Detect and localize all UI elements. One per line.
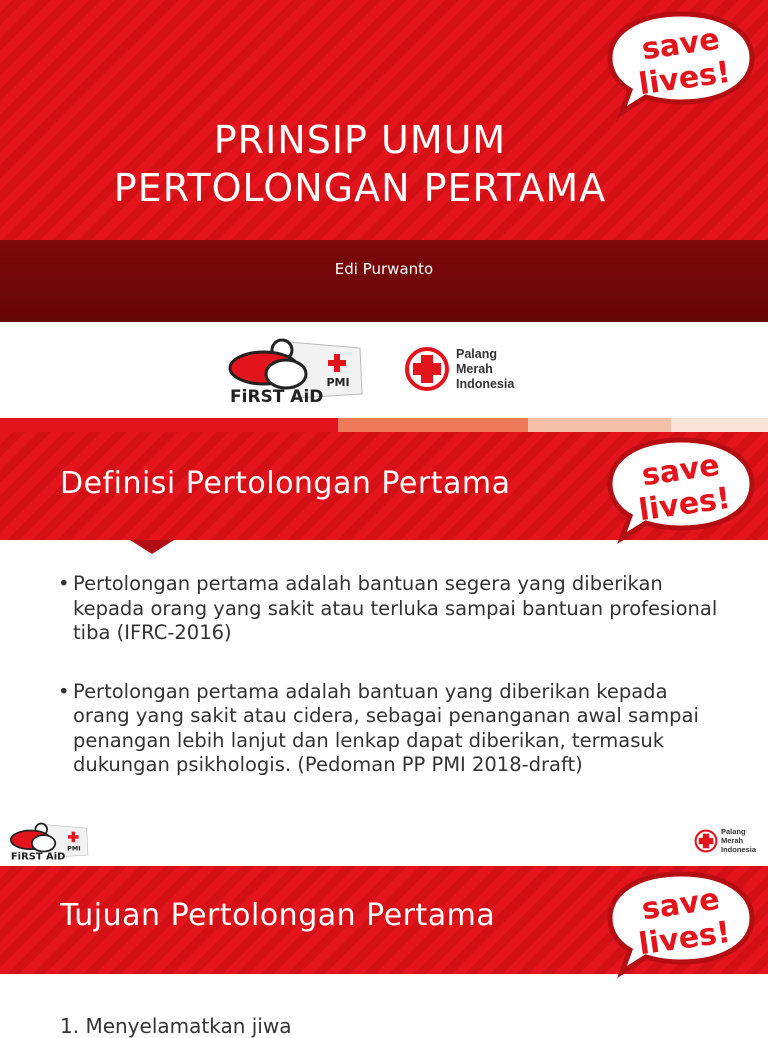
purpose-slide (0, 866, 768, 1038)
title-line-1: PRINSIP UMUM (213, 118, 507, 162)
presentation-title (40, 116, 680, 212)
title-slide (0, 0, 768, 432)
svg-text:PMI: PMI (67, 844, 81, 853)
bubble-line1: save (639, 21, 722, 68)
list-item: • Pertolongan pertama adalah bantuan segera yang diberikan kepada orang yang sakit atau terluka sampai bantuan profesional tiba (IFRC-2016) (58, 572, 718, 646)
color-bar (0, 418, 768, 432)
definition-list (58, 572, 718, 812)
svg-text:lives!: lives! (636, 480, 733, 529)
svg-text:save: save (639, 447, 722, 494)
header-pointer (130, 540, 174, 554)
red-cross-flower-icon (404, 346, 450, 392)
save-lives-bubble (606, 8, 756, 116)
svg-text:lives!: lives! (636, 914, 733, 963)
save-lives-bubble (606, 868, 756, 976)
first-aid-logo (226, 334, 368, 406)
list-item: 1. Menyelamatkan jiwa (60, 1014, 292, 1038)
first-aid-logo-small (8, 820, 92, 862)
svg-text:save: save (639, 881, 722, 928)
definition-slide (0, 432, 768, 864)
bubble-line2: lives! (636, 54, 733, 103)
first-aid-badge: PMI (326, 376, 350, 389)
slide-title: Tujuan Pertolongan Pertama (60, 898, 496, 933)
pmi-logo-small: Palang Merah Indonesia (694, 827, 756, 854)
slide-title: Definisi Pertolongan Pertama (60, 466, 511, 501)
pmi-line-1: Palang (456, 346, 497, 361)
svg-text:FiRST AiD: FiRST AiD (10, 851, 66, 863)
pmi-line-3: Indonesia (456, 376, 515, 391)
list-item: • Pertolongan pertama adalah bantuan yang diberikan kepada orang yang sakit atau cidera, sebagai penanganan awal sampai penangan lebih lanjut dan lenkap dapat diberikan, termasuk dukungan psikhologis. (Pedoman PP PMI 2018-draft) (58, 680, 718, 778)
pmi-logo (404, 346, 514, 392)
pmi-line-2: Merah (456, 361, 493, 376)
red-cross-flower-icon (694, 829, 718, 853)
title-line-2: PERTOLONGAN PERTAMA (113, 166, 607, 210)
save-lives-bubble (606, 434, 756, 542)
author-band (0, 240, 768, 322)
author-name: Edi Purwanto (334, 260, 434, 278)
first-aid-word: FiRST AiD (230, 387, 324, 407)
purpose-list (60, 1014, 291, 1038)
